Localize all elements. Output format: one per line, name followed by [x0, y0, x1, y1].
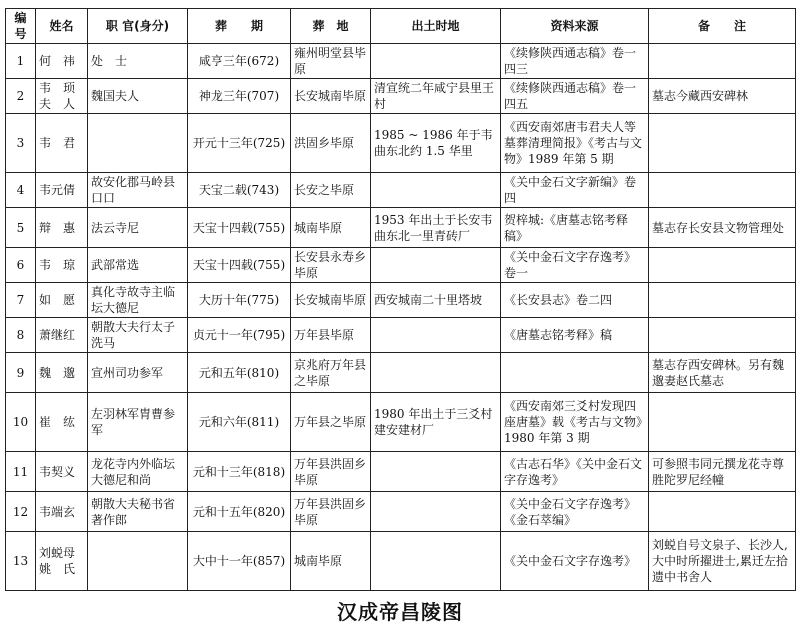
table-row: [6, 283, 796, 318]
cell-number: 4: [6, 173, 36, 208]
cell-burial-place: 城南毕原: [291, 532, 371, 591]
cell-number: 5: [6, 208, 36, 248]
cell-source: 《续修陕西通志稿》卷一四三: [501, 44, 649, 79]
cell-number: 12: [6, 492, 36, 532]
cell-name: 崔 纮: [36, 393, 88, 452]
header-number: 编号: [6, 9, 36, 44]
cell-burial-place: 万年县之毕原: [291, 393, 371, 452]
cell-notes: 可参照韦同元撰龙花寺尊胜陀罗尼经幢: [649, 452, 796, 492]
cell-source: 《续修陕西通志稿》卷一四五: [501, 79, 649, 114]
cell-office: 处 士: [88, 44, 188, 79]
cell-name: 韦 君: [36, 114, 88, 173]
cell-burial-place: 洪固乡毕原: [291, 114, 371, 173]
cell-office: [88, 114, 188, 173]
table-row: [6, 532, 796, 591]
cell-excavation: [371, 318, 501, 353]
table-row: [6, 79, 796, 114]
cell-excavation: 1985 ~ 1986 年于韦曲东北约 1.5 华里: [371, 114, 501, 173]
cell-burial-date: 天宝十四载(755): [188, 208, 291, 248]
cell-burial-date: 元和六年(811): [188, 393, 291, 452]
cell-number: 11: [6, 452, 36, 492]
cell-office: 法云寺尼: [88, 208, 188, 248]
cell-notes: 墓志存西安碑林。另有魏邈妻赵氏墓志: [649, 353, 796, 393]
cell-burial-place: 长安城南毕原: [291, 283, 371, 318]
cell-source: 《西安南郊三爻村发现四座唐墓》载《考古与文物》1980 年第 3 期: [501, 393, 649, 452]
cell-burial-place: 城南毕原: [291, 208, 371, 248]
cell-office: 魏国夫人: [88, 79, 188, 114]
cell-office: 真化寺故寺主临坛大德尼: [88, 283, 188, 318]
cell-burial-place: 万年县毕原: [291, 318, 371, 353]
cell-number: 6: [6, 248, 36, 283]
cell-notes: [649, 44, 796, 79]
cell-office: 宣州司功参军: [88, 353, 188, 393]
table-row: [6, 452, 796, 492]
table-row: [6, 44, 796, 79]
table-row: [6, 248, 796, 283]
cell-name: 韦 顼夫 人: [36, 79, 88, 114]
header-source: 资料来源: [501, 9, 649, 44]
cell-burial-date: 元和十五年(820): [188, 492, 291, 532]
cell-burial-date: 神龙三年(707): [188, 79, 291, 114]
table-header-row: [6, 9, 796, 44]
cell-name: 辩 惠: [36, 208, 88, 248]
cell-name: 魏 邈: [36, 353, 88, 393]
cell-source: 《古志石华》《关中金石文字存逸考》: [501, 452, 649, 492]
cell-name: 何 祎: [36, 44, 88, 79]
cell-excavation: [371, 353, 501, 393]
cell-burial-date: 咸亨三年(672): [188, 44, 291, 79]
cell-notes: [649, 173, 796, 208]
cell-burial-date: 贞元十一年(795): [188, 318, 291, 353]
table-row: [6, 492, 796, 532]
table-row: [6, 114, 796, 173]
cell-name: 韦 琼: [36, 248, 88, 283]
cell-source: 《西安南郊唐韦君夫人等墓葬清理简报》《考古与文物》1989 年第 5 期: [501, 114, 649, 173]
figure-caption: 汉成帝昌陵图: [337, 600, 463, 624]
cell-burial-place: 京兆府万年县之毕原: [291, 353, 371, 393]
cell-burial-place: 长安县永寿乡毕原: [291, 248, 371, 283]
cell-excavation: [371, 173, 501, 208]
cell-number: 13: [6, 532, 36, 591]
cell-burial-date: 天宝二载(743): [188, 173, 291, 208]
cell-excavation: 西安城南二十里塔坡: [371, 283, 501, 318]
cell-office: [88, 532, 188, 591]
cell-name: 韦契义: [36, 452, 88, 492]
header-burial-place: 葬 地: [291, 9, 371, 44]
cell-name: 韦元倩: [36, 173, 88, 208]
cell-excavation: 清宣统二年咸宁县里王村: [371, 79, 501, 114]
cell-number: 9: [6, 353, 36, 393]
cell-burial-date: 元和五年(810): [188, 353, 291, 393]
cell-number: 10: [6, 393, 36, 452]
cell-name: 萧继红: [36, 318, 88, 353]
cell-name: 如 愿: [36, 283, 88, 318]
cell-burial-date: 元和十三年(818): [188, 452, 291, 492]
table-row: [6, 393, 796, 452]
cell-burial-place: 长安之毕原: [291, 173, 371, 208]
cell-burial-date: 大历十年(775): [188, 283, 291, 318]
cell-source: 贺梓城:《唐墓志铭考释稿》: [501, 208, 649, 248]
cell-source: 《关中金石文字存逸考》《金石萃编》: [501, 492, 649, 532]
header-excavation: 出土时地: [371, 9, 501, 44]
cell-excavation: [371, 44, 501, 79]
cell-notes: [649, 248, 796, 283]
cell-excavation: [371, 492, 501, 532]
cell-notes: [649, 283, 796, 318]
cell-office: 龙花寺内外临坛大德尼和尚: [88, 452, 188, 492]
cell-number: 8: [6, 318, 36, 353]
cell-number: 3: [6, 114, 36, 173]
cell-number: 1: [6, 44, 36, 79]
cell-source: 《关中金石文字存逸考》: [501, 532, 649, 591]
cell-notes: 墓志今藏西安碑林: [649, 79, 796, 114]
cell-source: [501, 353, 649, 393]
cell-burial-place: 万年县洪固乡毕原: [291, 452, 371, 492]
cell-notes: 刘蜕自号文泉子、长沙人,大中时所擢进士,累迁左拾遗中书舍人: [649, 532, 796, 591]
cell-office: 故安化郡马岭县口口: [88, 173, 188, 208]
cell-excavation: [371, 452, 501, 492]
cell-number: 7: [6, 283, 36, 318]
tomb-records-table: [5, 8, 796, 591]
table-row: [6, 318, 796, 353]
cell-burial-place: 雍州明堂县毕原: [291, 44, 371, 79]
cell-notes: [649, 492, 796, 532]
cell-notes: 墓志存长安县文物管理处: [649, 208, 796, 248]
cell-notes: [649, 114, 796, 173]
cell-notes: [649, 318, 796, 353]
cell-source: 《长安县志》卷二四: [501, 283, 649, 318]
cell-office: 武部常选: [88, 248, 188, 283]
cell-burial-date: 天宝十四载(755): [188, 248, 291, 283]
cell-name: 刘蜕母姚 氏: [36, 532, 88, 591]
cell-source: 《关中金石文字新编》卷四: [501, 173, 649, 208]
cell-office: 朝散大夫行太子洗马: [88, 318, 188, 353]
cell-number: 2: [6, 79, 36, 114]
table-row: [6, 208, 796, 248]
cell-office: 朝散大夫秘书省著作郎: [88, 492, 188, 532]
header-name: 姓名: [36, 9, 88, 44]
cell-excavation: 1980 年出土于三爻村建安建材厂: [371, 393, 501, 452]
cell-office: 左羽林军胄曹参军: [88, 393, 188, 452]
table-row: [6, 353, 796, 393]
cell-excavation: 1953 年出土于长安韦曲东北一里青砖厂: [371, 208, 501, 248]
cell-burial-date: 开元十三年(725): [188, 114, 291, 173]
cell-source: 《关中金石文字存逸考》卷一: [501, 248, 649, 283]
cell-burial-date: 大中十一年(857): [188, 532, 291, 591]
table-row: [6, 173, 796, 208]
cell-notes: [649, 393, 796, 452]
cell-excavation: [371, 532, 501, 591]
cell-burial-place: 长安城南毕原: [291, 79, 371, 114]
cell-name: 韦端玄: [36, 492, 88, 532]
header-notes: 备 注: [649, 9, 796, 44]
cell-source: 《唐墓志铭考释》稿: [501, 318, 649, 353]
header-office: 职 官(身分): [88, 9, 188, 44]
header-burial-date: 葬 期: [188, 9, 291, 44]
cell-excavation: [371, 248, 501, 283]
cell-burial-place: 万年县洪固乡毕原: [291, 492, 371, 532]
